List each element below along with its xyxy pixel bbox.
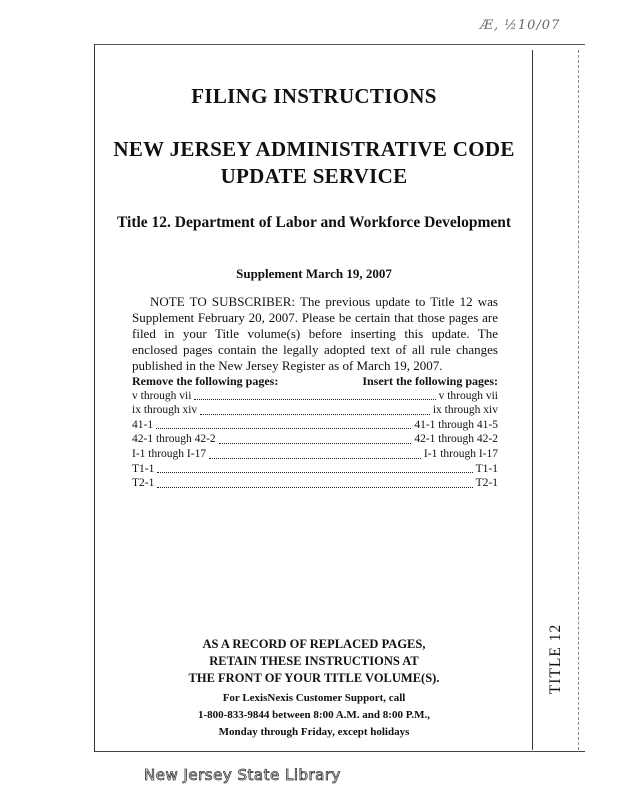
insert-pages: I-1 through I-17	[423, 447, 498, 460]
remove-pages: T1-1	[132, 462, 155, 475]
library-stamp: New Jersey State Library	[144, 766, 341, 784]
remove-pages: ix through xiv	[132, 404, 198, 417]
title-tab-label: TITLE 12	[547, 623, 565, 695]
remove-pages: T2-1	[132, 477, 155, 490]
table-row	[132, 418, 498, 433]
table-row	[132, 447, 498, 462]
remove-header: Remove the following pages:	[132, 374, 279, 388]
subscriber-note-text: NOTE TO SUBSCRIBER: The previous update to Title 12 was Supplement February 20, 2007. Please be certain that those pages are filed in your Title volume(s) before inserting this update. The enclosed pages contain the legally adopted text of all rule changes published in the New Jersey Register as of March 19, 2007.	[132, 294, 498, 373]
insert-pages: ix through xiv	[432, 404, 498, 417]
table-row	[132, 403, 498, 418]
record-line: RETAIN THESE INSTRUCTIONS AT	[209, 654, 419, 668]
table-row	[132, 476, 498, 491]
record-line: THE FRONT OF YOUR TITLE VOLUME(S).	[188, 671, 440, 685]
subscriber-note	[132, 294, 498, 374]
title-tab	[538, 614, 574, 704]
dot-leader	[209, 457, 421, 459]
remove-pages: v through vii	[132, 389, 192, 402]
dot-leader	[219, 442, 412, 444]
insert-header: Insert the following pages:	[362, 374, 498, 388]
pages-table	[132, 374, 498, 491]
support-line: Monday through Friday, except holidays	[218, 726, 410, 738]
remove-pages: 42-1 through 42-2	[132, 433, 216, 446]
page-right-edge	[578, 50, 580, 750]
table-row	[132, 432, 498, 447]
handwritten-note: Æ, ½10/07	[480, 18, 561, 33]
dot-leader	[156, 427, 411, 429]
record-instructions	[96, 636, 532, 687]
customer-support	[96, 690, 532, 741]
dot-leader	[157, 486, 472, 488]
filing-instructions-heading: FILING INSTRUCTIONS	[191, 84, 437, 108]
supplement-date: Supplement March 19, 2007	[236, 266, 392, 281]
tab-divider-line	[532, 50, 533, 750]
code-title-line2: UPDATE SERVICE	[220, 164, 408, 188]
dot-leader	[157, 471, 472, 473]
department-title: Title 12. Department of Labor and Workforce Development	[116, 214, 512, 231]
remove-pages: 41-1	[132, 418, 154, 431]
pages-table-header	[132, 374, 498, 389]
insert-pages: 42-1 through 42-2	[414, 433, 498, 446]
support-line: 1-800-833-9844 between 8:00 A.M. and 8:00 P.M.,	[197, 709, 431, 721]
table-row	[132, 462, 498, 477]
dot-leader	[200, 413, 430, 415]
support-line: For LexisNexis Customer Support, call	[222, 692, 406, 704]
code-title	[96, 136, 532, 190]
insert-pages: T1-1	[475, 462, 498, 475]
insert-pages: 41-1 through 41-5	[414, 418, 498, 431]
record-line: AS A RECORD OF REPLACED PAGES,	[202, 637, 426, 651]
code-title-line1: NEW JERSEY ADMINISTRATIVE CODE	[113, 137, 515, 161]
insert-pages: v through vii	[438, 389, 498, 402]
remove-pages: I-1 through I-17	[132, 447, 207, 460]
table-row	[132, 389, 498, 404]
dot-leader	[194, 398, 435, 400]
insert-pages: T2-1	[475, 477, 498, 490]
